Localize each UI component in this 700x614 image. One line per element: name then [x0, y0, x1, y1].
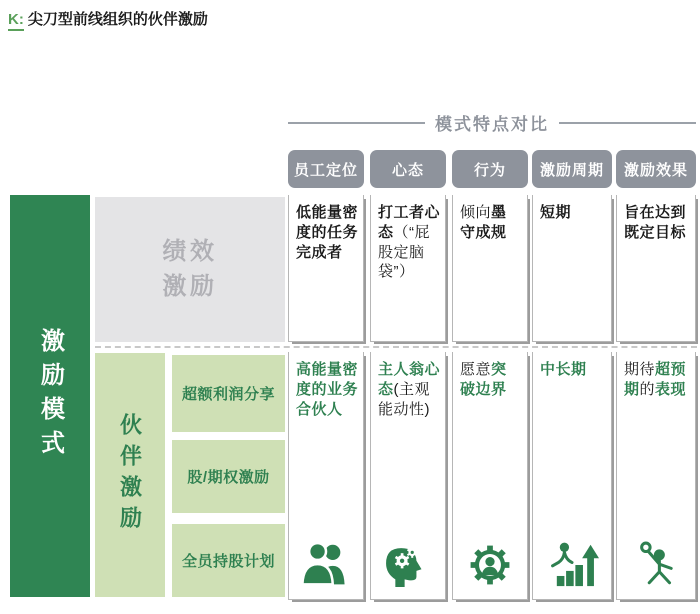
comparison-header	[288, 110, 696, 135]
cell-text: 高能量密度的业务合伙人	[296, 361, 359, 418]
sub-item-excess-profit-sharing: 超额利润分享	[172, 355, 285, 432]
cell-performance-positioning	[288, 195, 364, 342]
column-header-behavior: 行为	[452, 150, 528, 188]
cell-text: 短期	[540, 204, 572, 221]
partner-incentive-label: 伙伴激励	[117, 413, 143, 537]
title-prefix: K:	[8, 11, 24, 31]
title-text: 尖刀型前线组织的伙伴激励	[27, 11, 208, 28]
performance-incentive-label: 绩效激励	[162, 237, 218, 300]
column-header-incentive-cycle: 激励周期	[532, 150, 612, 188]
mindset-gears-head-icon	[381, 541, 435, 589]
partner-incentive-box	[95, 353, 165, 597]
row-separator-dashed-line	[95, 346, 697, 348]
cell-text: 旨在达到既定目标	[624, 204, 687, 241]
cell-partner-behavior	[452, 352, 528, 600]
divider-line-right	[559, 122, 696, 124]
sub-item-equity-option-incentive: 股/期权激励	[172, 440, 285, 513]
cell-partner-effect	[616, 352, 696, 600]
cell-performance-cycle	[532, 195, 612, 342]
performance-incentive-box	[95, 197, 285, 342]
incentive-model-axis-label: 激励模式	[36, 328, 64, 464]
cell-partner-positioning	[288, 352, 364, 600]
sub-item-employee-stock-plan: 全员持股计划	[172, 524, 285, 597]
cell-text: 倾向墨守成规	[460, 204, 507, 241]
cell-text: 愿意突破边界	[460, 361, 507, 398]
cell-text: 打工者心态（“屁股定脑袋”）	[378, 204, 441, 281]
column-header-employee-positioning: 员工定位	[288, 150, 364, 188]
cell-partner-cycle	[532, 352, 612, 600]
cell-partner-mindset	[370, 352, 446, 600]
comparison-header-label: 模式特点对比	[435, 115, 549, 134]
cell-performance-mindset	[370, 195, 446, 342]
cell-text: 低能量密度的任务完成者	[296, 204, 359, 261]
behavior-gear-person-icon	[463, 541, 517, 589]
partners-icon	[299, 541, 353, 589]
page-title	[8, 8, 208, 29]
divider-line-left	[288, 122, 425, 124]
cell-text: 中长期	[540, 361, 587, 378]
growth-chart-person-icon	[545, 541, 599, 589]
cell-performance-behavior	[452, 195, 528, 342]
cell-text: 主人翁心态(主观能动性)	[378, 361, 441, 418]
incentive-model-axis-box	[10, 195, 90, 597]
column-header-incentive-effect: 激励效果	[616, 150, 696, 188]
cell-text: 期待超预期的表现	[624, 361, 687, 398]
celebrating-person-icon	[629, 541, 683, 589]
cell-performance-effect	[616, 195, 696, 342]
column-header-mindset: 心态	[370, 150, 446, 188]
